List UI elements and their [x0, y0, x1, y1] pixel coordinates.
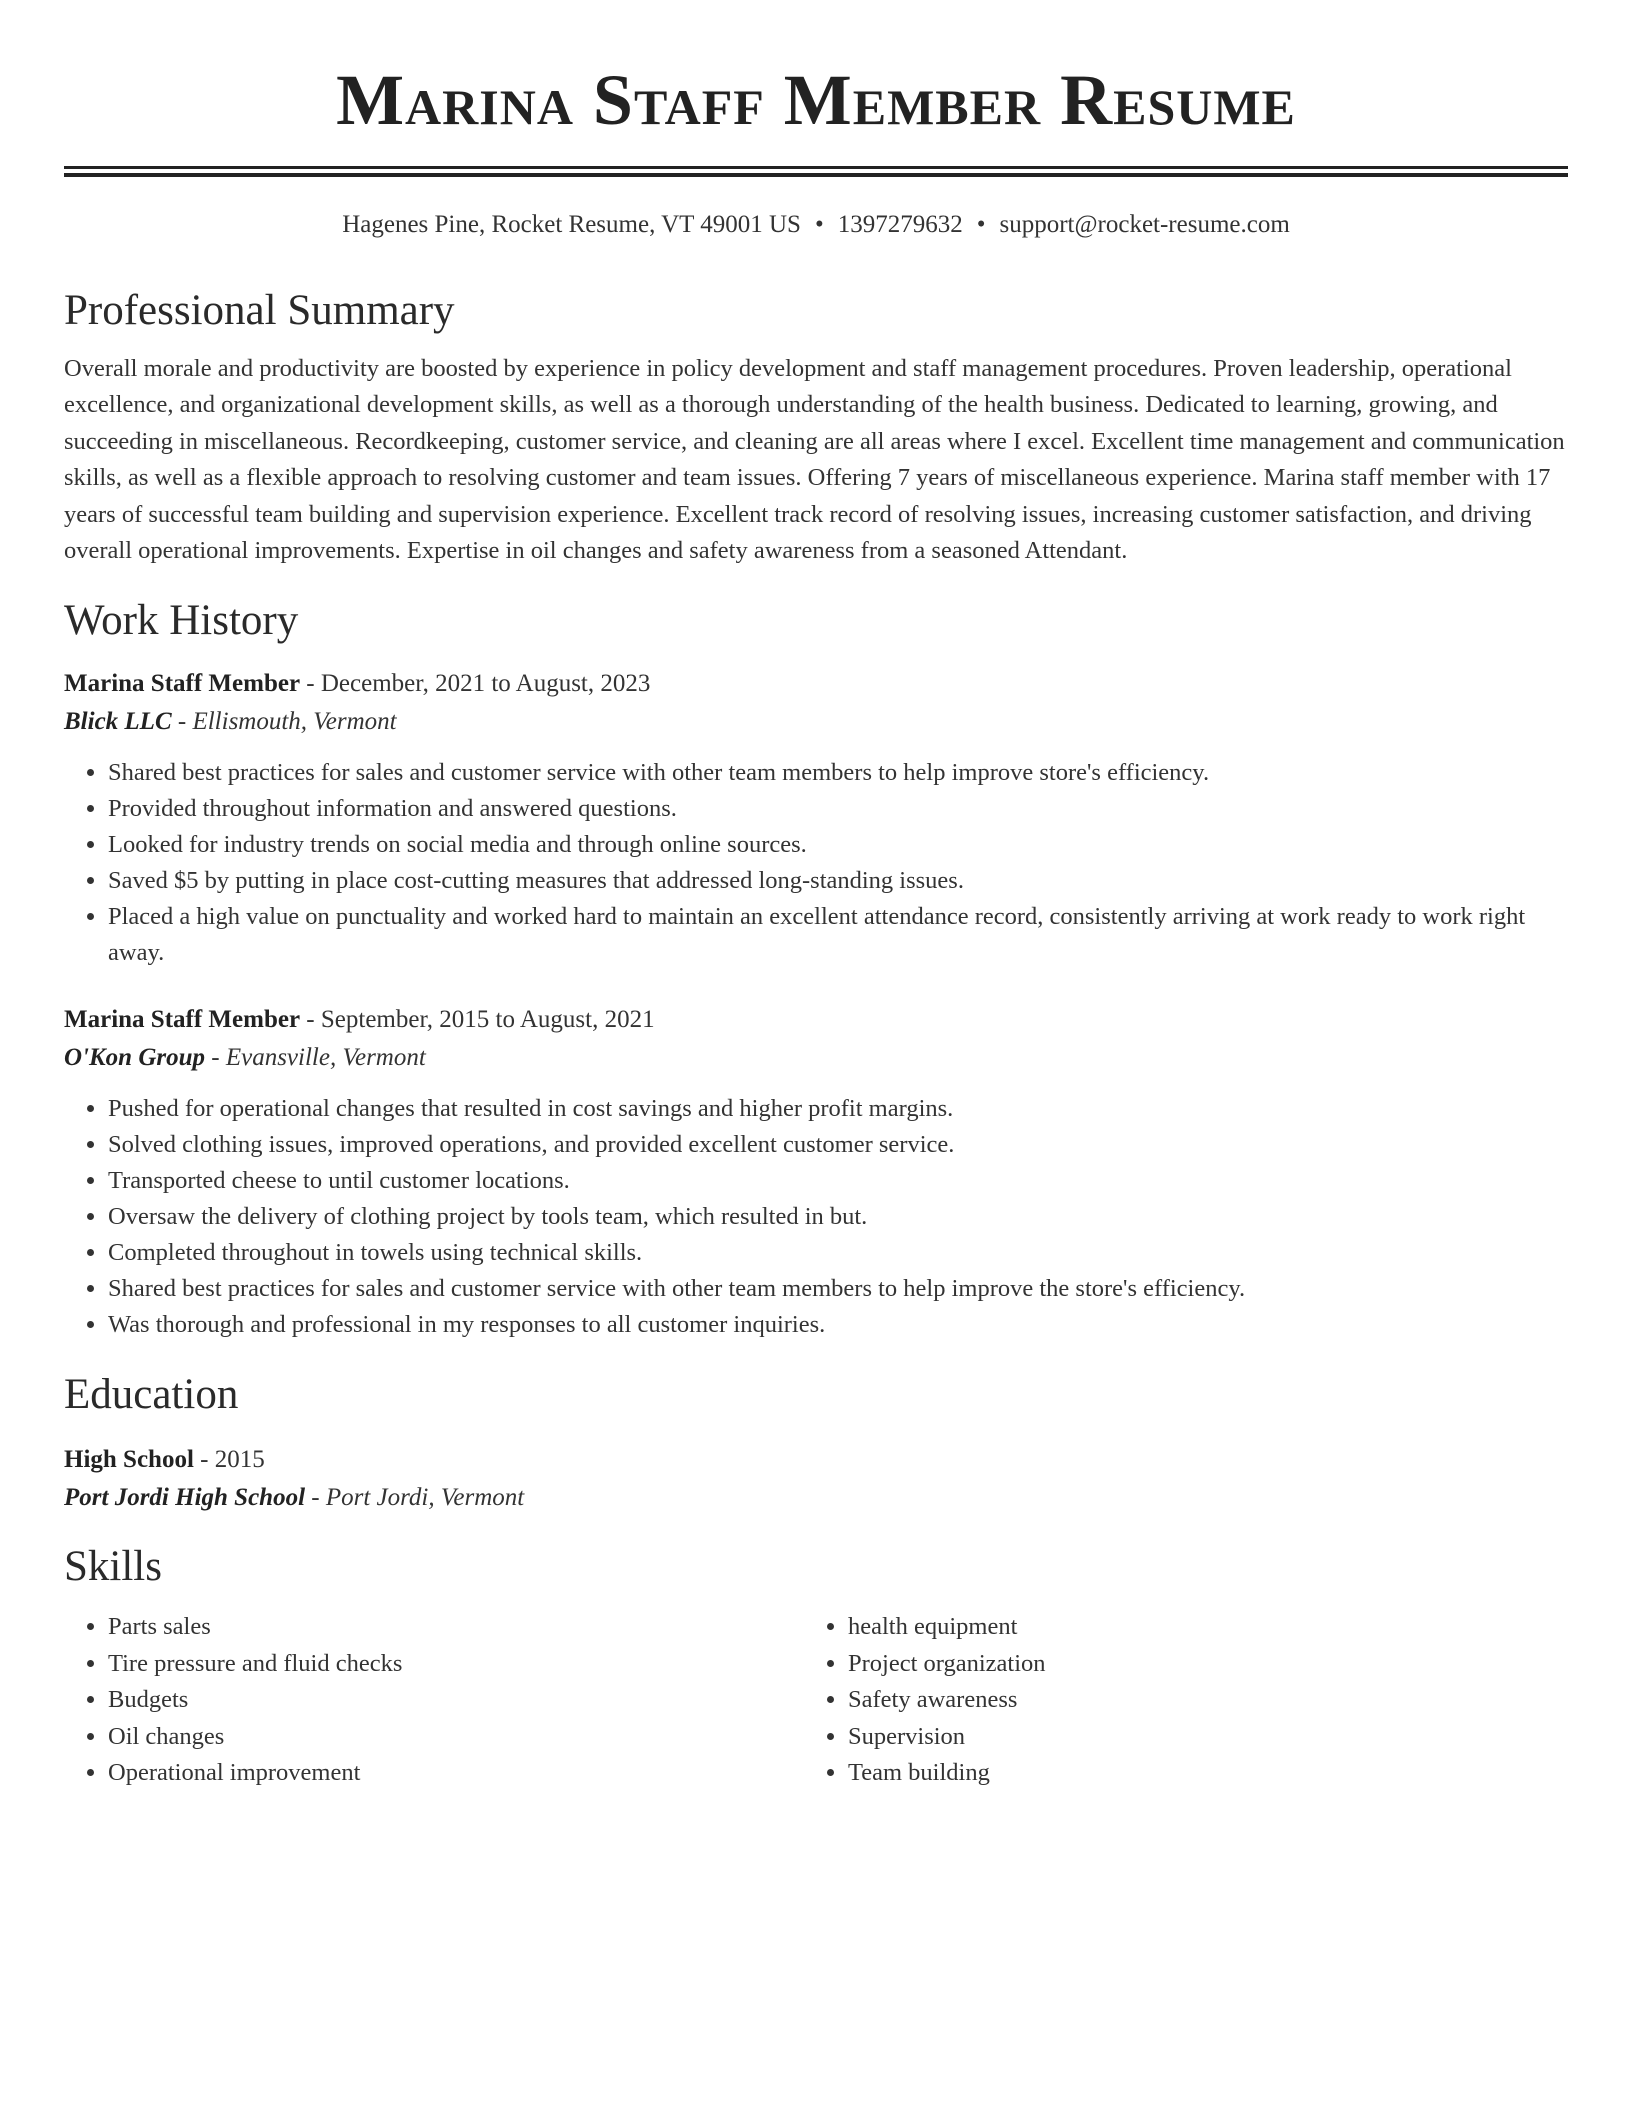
job-position: Marina Staff Member — [64, 1006, 301, 1034]
summary-heading: Professional Summary — [64, 287, 455, 334]
skill-item: • Safety awareness — [848, 1682, 1568, 1718]
contact-line — [64, 207, 1568, 243]
education-entry — [64, 1441, 1568, 1517]
skill-item: • Team building — [848, 1755, 1568, 1791]
education-location: - Port Jordi, Vermont — [305, 1484, 525, 1512]
education-header — [64, 1441, 1568, 1479]
summary-text: Overall morale and productivity are boosted by experience in policy development and staff management procedures. Proven leadership, operational excellence, and organizational development skills, as well as a thorough understanding of the health business. Dedicated to learning, growing, and succeeding in miscellaneous. Recordkeeping, customer service, and cleaning are all areas where I excel. Excellent time management and communication skills, as well as a flexible approach to resolving customer and team issues. Offering 7 years of miscellaneous experience. Marina staff member with 17 years of successful team building and supervision experience. Excellent track record of resolving issues, increasing customer satisfaction, and driving overall operational improvements. Expertise in oil changes and safety awareness from a seasoned Attendant. — [64, 355, 1565, 565]
job-bullet: • Pushed for operational changes that resulted in cost savings and higher profit margins. — [108, 1091, 1568, 1127]
education-school: Port Jordi High School — [64, 1484, 306, 1512]
job-bullet: • Shared best practices for sales and customer service with other team members to help improve the store's efficiency. — [108, 1271, 1568, 1307]
job-location: - Ellismouth, Vermont — [171, 708, 397, 736]
resume-name: Marina Staff Member Resume — [336, 60, 1296, 140]
education-year: - 2015 — [193, 1446, 265, 1474]
work-history-heading: Work History — [64, 597, 299, 645]
job-organization — [64, 703, 1568, 741]
job-entry — [64, 665, 1568, 971]
job-bullets — [64, 755, 1568, 971]
skill-item: • Budgets — [108, 1682, 804, 1718]
contact-separator: • — [976, 211, 986, 238]
job-entry — [64, 1001, 1568, 1343]
job-bullet: • Was thorough and professional in my responses to all customer inquiries. — [108, 1307, 1568, 1343]
job-header — [64, 665, 1568, 703]
education-degree: High School — [64, 1446, 194, 1474]
job-bullet: • Transported cheese to until customer locations. — [108, 1163, 1568, 1199]
job-dates: - December, 2021 to August, 2023 — [300, 670, 651, 698]
skills-heading: Skills — [64, 1543, 162, 1591]
skill-item: • health equipment — [848, 1609, 1568, 1645]
job-header — [64, 1001, 1568, 1039]
skill-item: • Oil changes — [108, 1719, 804, 1755]
job-company: O'Kon Group — [64, 1044, 206, 1072]
contact-phone: 1397279632 — [837, 211, 963, 238]
job-company: Blick LLC — [64, 708, 172, 736]
job-bullet: • Completed throughout in towels using technical skills. — [108, 1235, 1568, 1271]
job-bullet: • Solved clothing issues, improved operations, and provided excellent customer service. — [108, 1127, 1568, 1163]
skills-columns — [64, 1609, 1568, 1791]
skill-item: • Tire pressure and fluid checks — [108, 1646, 804, 1682]
header-double-rule — [64, 166, 1568, 177]
contact-email: support@rocket-resume.com — [999, 211, 1290, 238]
contact-separator: • — [814, 211, 824, 238]
education-school-line — [64, 1479, 1568, 1517]
job-organization — [64, 1039, 1568, 1077]
skill-item: • Supervision — [848, 1719, 1568, 1755]
skill-item: • Project organization — [848, 1646, 1568, 1682]
skills-list-right — [804, 1609, 1568, 1791]
skill-item: • Parts sales — [108, 1609, 804, 1645]
job-location: - Evansville, Vermont — [205, 1044, 426, 1072]
education-heading: Education — [64, 1371, 239, 1419]
job-bullet: • Saved $5 by putting in place cost-cutting measures that addressed long-standing issues. — [108, 863, 1568, 899]
job-bullets — [64, 1091, 1568, 1343]
job-bullet: • Shared best practices for sales and customer service with other team members to help improve store's efficiency. — [108, 755, 1568, 791]
skills-list-left — [64, 1609, 804, 1791]
job-dates: - September, 2015 to August, 2021 — [300, 1006, 655, 1034]
job-position: Marina Staff Member — [64, 670, 301, 698]
job-bullet: • Provided throughout information and answered questions. — [108, 791, 1568, 827]
contact-address: Hagenes Pine, Rocket Resume, VT 49001 US — [342, 211, 801, 238]
job-bullet: • Looked for industry trends on social media and through online sources. — [108, 827, 1568, 863]
job-bullet: • Placed a high value on punctuality and worked hard to maintain an excellent attendance record, consistently arriving at work ready to work right away. — [108, 899, 1568, 971]
skill-item: • Operational improvement — [108, 1755, 804, 1791]
job-bullet: • Oversaw the delivery of clothing project by tools team, which resulted in but. — [108, 1199, 1568, 1235]
